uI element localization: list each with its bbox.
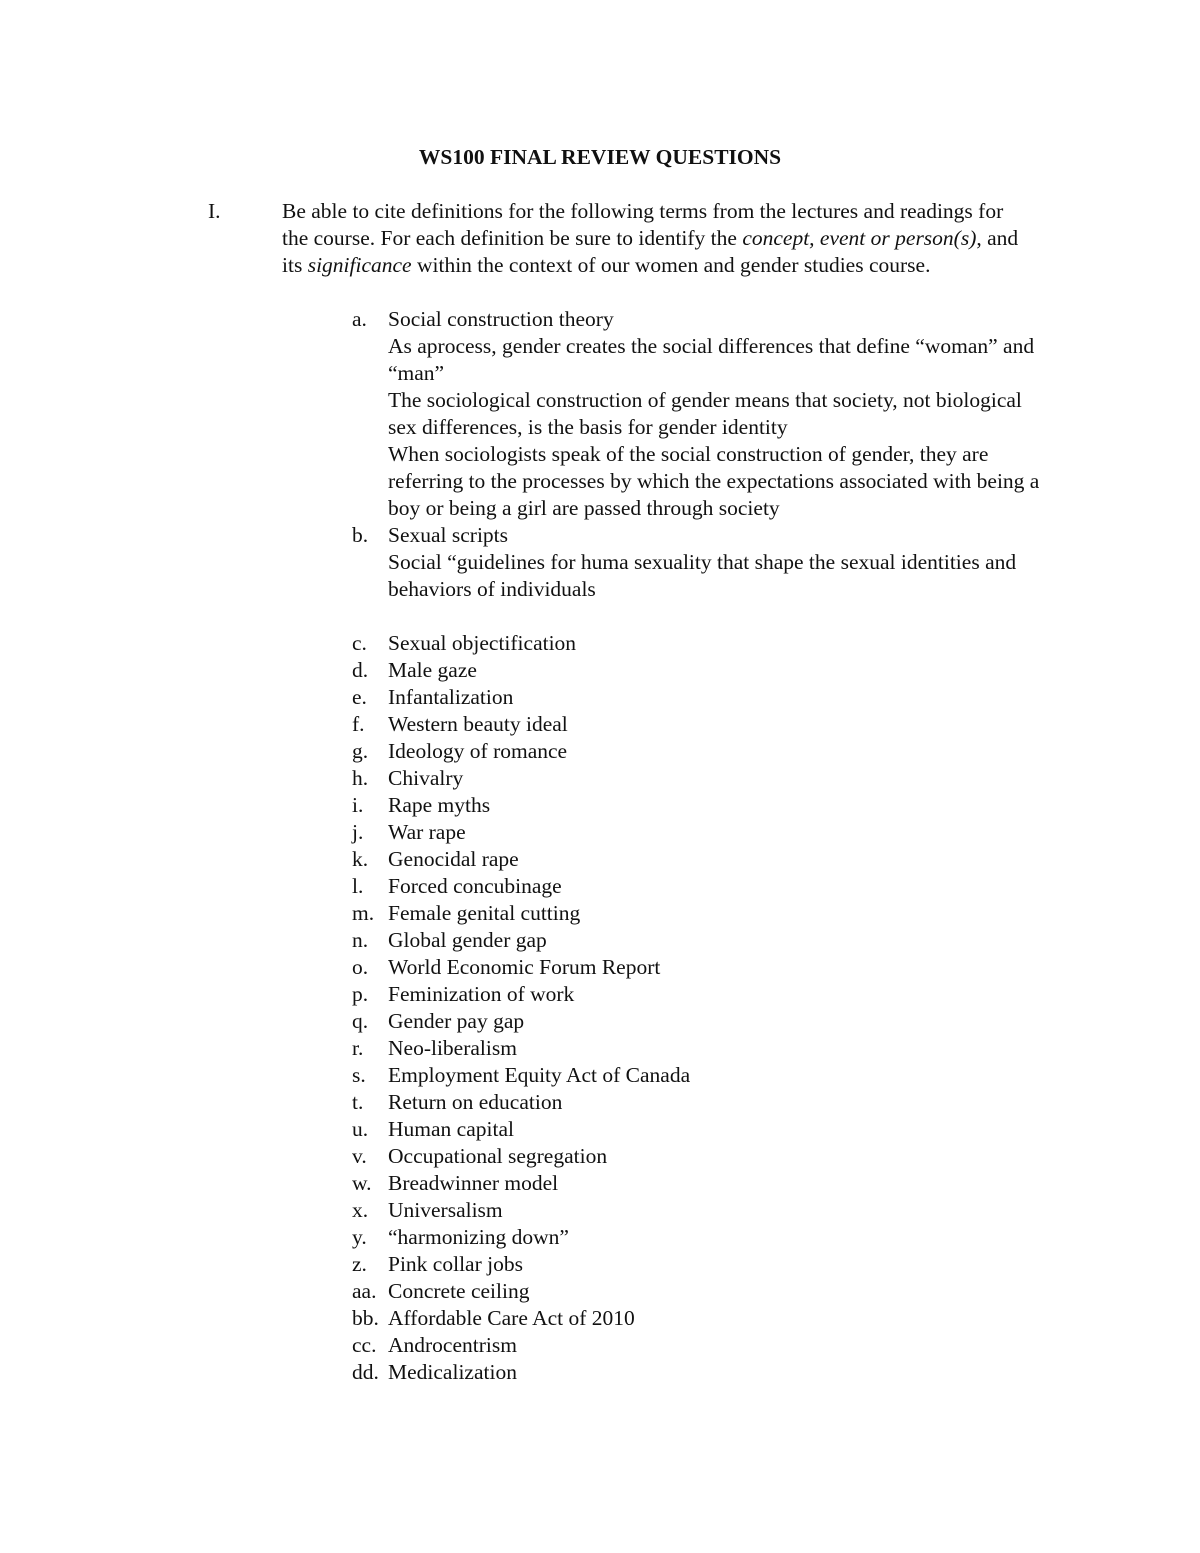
intro-paragraph [282,198,1022,279]
list-item-marker: v. [352,1144,367,1168]
list-item-marker: s. [352,1063,366,1087]
list-item [282,1062,1042,1089]
list-item [282,1197,1042,1224]
list-item-term: Infantalization [388,685,514,709]
list-item-term: Male gaze [388,658,477,682]
list-item-term: World Economic Forum Report [388,955,661,979]
list-item-marker: x. [352,1198,369,1222]
list-item-term: Occupational segregation [388,1144,608,1168]
list-item-term: Ideology of romance [388,739,568,763]
list-item-marker: h. [352,766,369,790]
list-item-marker: a. [352,307,367,331]
list-item-term: Breadwinner model [388,1171,559,1195]
list-item-term: Social construction theory [388,307,614,331]
document-title: WS100 FINAL REVIEW QUESTIONS [418,145,782,169]
section-intro [282,198,1022,279]
list-item-term: Chivalry [388,766,464,790]
list-item [282,981,1042,1008]
list-item-term: Female genital cutting [388,901,581,925]
list-item-term: Forced concubinage [388,874,562,898]
list-item-marker: c. [352,631,367,655]
list-item-marker: m. [352,901,375,925]
list-item [282,1035,1042,1062]
list-item-marker: u. [352,1117,369,1141]
list-item-marker: g. [352,739,369,763]
intro-text-2: , and its [282,226,1019,277]
list-item [282,1170,1042,1197]
list-item-term: Human capital [388,1117,514,1141]
list-item [282,1305,1042,1332]
list-item-marker: e. [352,685,367,709]
list-item-term: Sexual objectification [388,631,577,655]
list-item-term: War rape [388,820,466,844]
list-item-marker: n. [352,928,369,952]
list-item-marker: i. [352,793,364,817]
list-item [282,900,1042,927]
list-item-marker: bb. [352,1306,379,1330]
list-item [282,1251,1042,1278]
intro-emphasis-concept: concept, event or person(s) [742,226,977,250]
list-item-term: Neo-liberalism [388,1036,517,1060]
list-item [282,819,1042,846]
list-item-marker: dd. [352,1360,379,1384]
list-item-marker: t. [352,1090,364,1114]
list-item-term: Androcentrism [388,1333,517,1357]
list-item [282,306,1042,522]
list-item-term: Gender pay gap [388,1009,525,1033]
list-item-definition: When sociologists speak of the social construction of gender, they are referring to the processes by which the expectations associated with being a boy or being a girl are passed through society [388,442,1040,520]
list-item [282,657,1042,684]
list-item-marker: q. [352,1009,369,1033]
list-item-term: Western beauty ideal [388,712,568,736]
list-item-term: Return on education [388,1090,563,1114]
list-item-term: Concrete ceiling [388,1279,530,1303]
list-item [282,684,1042,711]
list-item-marker: aa. [352,1279,377,1303]
list-item-marker: cc. [352,1333,377,1357]
list-item-term: Feminization of work [388,982,575,1006]
list-item [282,1008,1042,1035]
list-item-definition: As aprocess, gender creates the social differences that define “woman” and “man” [388,334,1035,385]
list-item-marker: k. [352,847,369,871]
list-item-definition: The sociological construction of gender means that society, not biological sex differences, is the basis for gender identity [388,388,1022,439]
list-item-term: Rape myths [388,793,491,817]
list-item [282,873,1042,900]
list-item-definition: Social “guidelines for huma sexuality that shape the sexual identities and behaviors of individuals [388,550,1017,601]
list-item-marker: l. [352,874,364,898]
list-spacer [282,603,1042,630]
list-item-marker: y. [352,1225,367,1249]
list-item [282,1143,1042,1170]
list-item-term: Medicalization [388,1360,517,1384]
section-numeral: I. [208,199,221,223]
term-list [282,306,1042,1386]
list-item-term: “harmonizing down” [388,1225,569,1249]
list-item [282,1278,1042,1305]
list-item-term: Universalism [388,1198,503,1222]
intro-text-1: Be able to cite definitions for the following terms from the lectures and readings for the course. For each definition be sure to identify the [282,199,1004,250]
list-item-marker: z. [352,1252,367,1276]
list-item-marker: j. [352,820,364,844]
intro-text-3: within the context of our women and gender studies course. [411,253,931,277]
list-item [282,1224,1042,1251]
list-item [282,1359,1042,1386]
list-item [282,792,1042,819]
list-item [282,1116,1042,1143]
list-item-marker: r. [352,1036,364,1060]
list-item-marker: f. [352,712,365,736]
list-item [282,765,1042,792]
list-item [282,954,1042,981]
list-item-marker: d. [352,658,369,682]
list-item-term: Pink collar jobs [388,1252,523,1276]
list-item-term: Affordable Care Act of 2010 [388,1306,635,1330]
list-item [282,630,1042,657]
list-item [282,927,1042,954]
list-item-term: Global gender gap [388,928,547,952]
list-item [282,846,1042,873]
list-item [282,1089,1042,1116]
list-item-marker: o. [352,955,369,979]
list-item-term: Employment Equity Act of Canada [388,1063,691,1087]
list-item-marker: b. [352,523,369,547]
list-item [282,1332,1042,1359]
list-item [282,711,1042,738]
list-item-marker: p. [352,982,369,1006]
list-item-term: Sexual scripts [388,523,509,547]
list-item [282,738,1042,765]
list-item-marker: w. [352,1171,372,1195]
list-item [282,522,1042,603]
list-item-term: Genocidal rape [388,847,519,871]
intro-emphasis-significance: significance [307,253,412,277]
